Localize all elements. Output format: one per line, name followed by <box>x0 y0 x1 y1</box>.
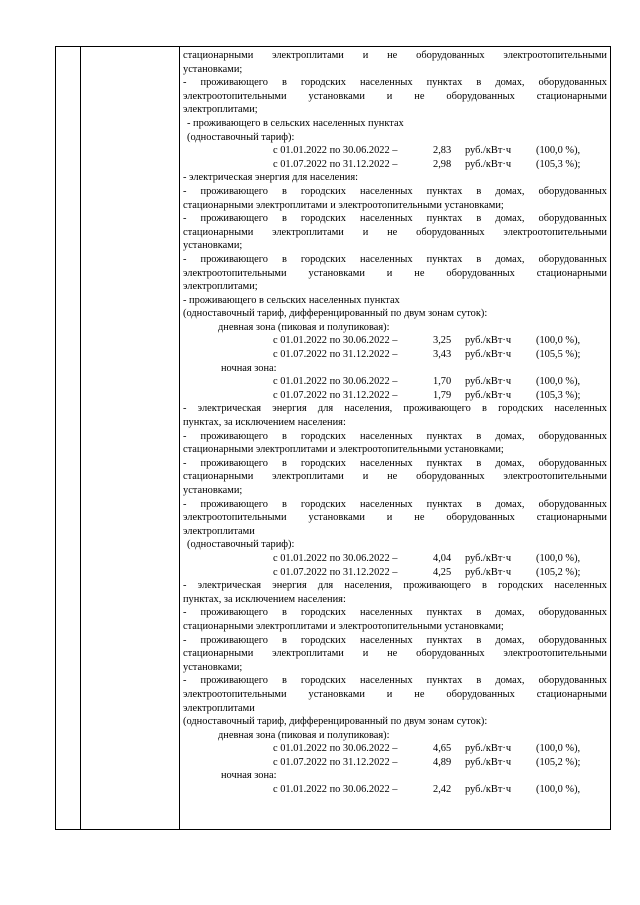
text-line: - проживающего в городских населенных пунктах в домах, оборудованных <box>183 634 607 646</box>
column-divider <box>610 46 611 829</box>
rate-unit: руб./кВт·ч <box>465 158 512 170</box>
rate-percent: (105,5 %); <box>536 349 581 361</box>
text-line: электроотопительными установками и не оборудованных стационарными <box>183 90 607 102</box>
column-divider <box>80 46 81 829</box>
rate-period: с 01.07.2022 по 31.12.2022 – <box>273 158 398 170</box>
text-line: установками; <box>183 485 243 496</box>
text-line: (одноставочный тариф): <box>187 131 295 143</box>
rate-period: с 01.01.2022 по 30.06.2022 – <box>273 552 398 564</box>
text-line: стационарными электроплитами и не оборудованных электроотопительными <box>183 226 607 238</box>
rate-value: 4,65 <box>433 743 452 755</box>
text-line: - электрическая энергия для населения: <box>183 172 359 184</box>
text-line: - проживающего в сельских населенных пунктах <box>187 117 404 129</box>
text-line: установками; <box>183 661 243 673</box>
rate-percent: (100,0 %), <box>536 376 581 388</box>
text-line: стационарными электроплитами и электроотопительными установками; <box>183 199 504 211</box>
text-line: пунктах, за исключением населения: <box>183 417 346 429</box>
tariff-rate-row <box>183 144 607 158</box>
tariff-rate-row <box>183 389 607 403</box>
rate-percent: (100,0 %), <box>536 784 581 796</box>
text-line: - проживающего в городских населенных пунктах в домах, оборудованных <box>183 213 607 225</box>
tariff-rate-row <box>183 348 607 362</box>
rate-value: 4,89 <box>433 756 452 768</box>
text-line: электроплитами <box>183 702 255 714</box>
rate-period: с 01.07.2022 по 31.12.2022 – <box>273 349 398 361</box>
text-line: - проживающего в городских населенных пунктах в домах, оборудованных <box>183 185 607 197</box>
rate-unit: руб./кВт·ч <box>465 376 512 388</box>
rate-period: с 01.01.2022 по 30.06.2022 – <box>273 335 398 347</box>
tariff-rate-row <box>183 566 607 580</box>
text-line: электроплитами; <box>183 104 258 116</box>
rate-period: с 01.01.2022 по 30.06.2022 – <box>273 743 398 755</box>
text-line: дневная зона (пиковая и полупиковая): <box>218 729 390 741</box>
rate-percent: (105,2 %); <box>536 566 581 578</box>
text-line: - проживающего в городских населенных пунктах в домах, оборудованных <box>183 253 607 265</box>
rate-percent: (105,3 %); <box>536 158 581 170</box>
rate-value: 4,25 <box>433 566 452 578</box>
rate-percent: (105,2 %); <box>536 756 581 768</box>
rate-period: с 01.07.2022 по 31.12.2022 – <box>273 566 398 578</box>
rate-unit: руб./кВт·ч <box>465 335 512 347</box>
rate-percent: (100,0 %), <box>536 145 581 157</box>
rate-unit: руб./кВт·ч <box>465 349 512 361</box>
rate-value: 3,25 <box>433 335 452 347</box>
rate-value: 2,83 <box>433 145 452 157</box>
rate-unit: руб./кВт·ч <box>465 756 512 768</box>
text-line: - проживающего в городских населенных пунктах в домах, оборудованных <box>183 457 607 469</box>
text-line: стационарными электроплитами и не оборудованных электроотопительными <box>183 648 607 660</box>
rate-period: с 01.07.2022 по 31.12.2022 – <box>273 389 398 401</box>
text-line: электроплитами; <box>183 281 258 293</box>
rate-percent: (105,3 %); <box>536 389 581 401</box>
tariff-rate-row <box>183 375 607 389</box>
rate-period: с 01.01.2022 по 30.06.2022 – <box>273 376 398 388</box>
rate-value: 3,43 <box>433 349 452 361</box>
text-line: ночная зона: <box>221 770 277 782</box>
text-line: - проживающего в городских населенных пунктах в домах, оборудованных <box>183 430 607 442</box>
rate-period: с 01.01.2022 по 30.06.2022 – <box>273 784 398 796</box>
rate-unit: руб./кВт·ч <box>465 566 512 578</box>
text-line: пунктах, за исключением населения: <box>183 593 346 605</box>
text-line: - проживающего в городских населенных пунктах в домах, оборудованных <box>183 607 607 619</box>
rate-value: 4,04 <box>433 552 452 564</box>
rate-percent: (100,0 %), <box>536 743 581 755</box>
text-line: - проживающего в сельских населенных пунктах <box>183 294 400 306</box>
tariff-text-cell <box>183 49 607 797</box>
rate-unit: руб./кВт·ч <box>465 743 512 755</box>
text-line: дневная зона (пиковая и полупиковая): <box>218 321 390 333</box>
text-line: электроотопительными установками и не оборудованных стационарными <box>183 512 607 524</box>
text-line: (одноставочный тариф, дифференцированный по двум зонам суток): <box>183 308 488 320</box>
rate-value: 2,42 <box>433 784 452 796</box>
tariff-rate-row <box>183 158 607 172</box>
text-line: электроотопительными установками и не оборудованных стационарными <box>183 267 607 279</box>
rate-value: 1,70 <box>433 376 452 388</box>
text-line: - проживающего в городских населенных пунктах в домах, оборудованных <box>183 675 607 687</box>
tariff-rate-row <box>183 334 607 348</box>
text-line: стационарными электроплитами и не оборудованных электроотопительными <box>183 471 607 483</box>
rate-period: с 01.07.2022 по 31.12.2022 – <box>273 756 398 768</box>
rate-percent: (100,0 %), <box>536 552 581 564</box>
rate-period: с 01.01.2022 по 30.06.2022 – <box>273 145 398 157</box>
text-line: электроотопительными установками и не оборудованных стационарными <box>183 688 607 700</box>
rate-unit: руб./кВт·ч <box>465 552 512 564</box>
text-line: стационарными электроплитами и не оборудованных электроотопительными <box>183 50 607 61</box>
text-line: (одноставочный тариф): <box>187 539 295 551</box>
text-line: установками; <box>183 63 243 75</box>
text-line: стационарными электроплитами и электроотопительными установками; <box>183 620 504 632</box>
tariff-rate-row <box>183 552 607 566</box>
tariff-rate-row <box>183 783 607 797</box>
rate-unit: руб./кВт·ч <box>465 389 512 401</box>
column-divider <box>179 46 180 829</box>
text-line: ночная зона: <box>221 362 277 374</box>
tariff-rate-row <box>183 742 607 756</box>
text-line: установками; <box>183 240 243 252</box>
rate-percent: (100,0 %), <box>536 335 581 347</box>
rate-value: 2,98 <box>433 158 452 170</box>
text-line: электроплитами <box>183 525 255 537</box>
tariff-rate-row <box>183 756 607 770</box>
rate-value: 1,79 <box>433 389 452 401</box>
rate-unit: руб./кВт·ч <box>465 145 512 157</box>
text-line: - проживающего в городских населенных пунктах в домах, оборудованных <box>183 77 607 89</box>
text-line: - проживающего в городских населенных пунктах в домах, оборудованных <box>183 498 607 510</box>
text-line: - электрическая энергия для населения, проживающего в городских населенных <box>183 580 607 592</box>
text-line: (одноставочный тариф, дифференцированный по двум зонам суток): <box>183 716 488 728</box>
text-line: - электрическая энергия для населения, проживающего в городских населенных <box>183 403 607 415</box>
rate-unit: руб./кВт·ч <box>465 784 512 796</box>
text-line: стационарными электроплитами и электроотопительными установками; <box>183 444 504 456</box>
